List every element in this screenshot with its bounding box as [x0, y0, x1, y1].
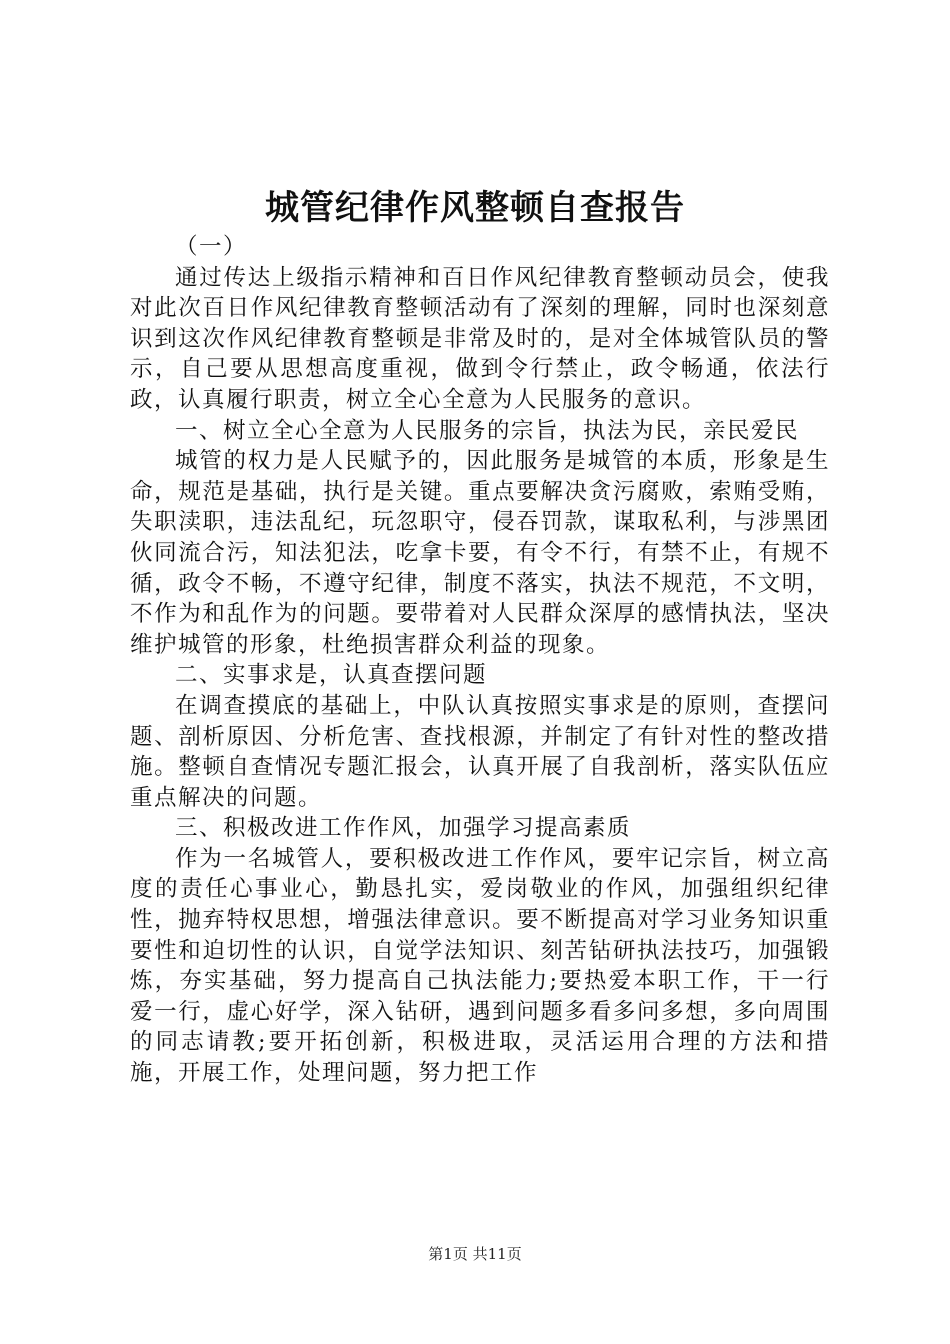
- body-paragraph: 城管的权力是人民赋予的，因此服务是城管的本质，形象是生命，规范是基础，执行是关键。重点要解决贪污腐败，索贿受贿，失职渎职，违法乱纪，玩忽职守，侵吞罚款，谋取私利，与涉黑团伙同流合污，知法犯法，吃拿卡要，有令不行，有禁不止，有规不循，政令不畅，不遵守纪律，制度不落实，执法不规范，不文明，不作为和乱作为的问题。要带着对人民群众深厚的感情执法，坚决维护城管的形象，杜绝损害群众利益的现象。: [130, 448, 830, 658]
- body-paragraph: 通过传达上级指示精神和百日作风纪律教育整顿动员会，使我对此次百日作风纪律教育整顿活动有了深刻的理解，同时也深刻意识到这次作风纪律教育整顿是非常及时的，是对全体城管队员的警示，自己要从思想高度重视，做到令行禁止，政令畅通，依法行政，认真履行职责，树立全心全意为人民服务的意识。: [130, 264, 830, 413]
- body-paragraph: 作为一名城管人，要积极改进工作作风，要牢记宗旨，树立高度的责任心事业心，勤恳扎实，爱岗敬业的作风，加强组织纪律性，抛弃特权思想，增强法律意识。要不断提高对学习业务知识重要性和迫切性的认识，自觉学法知识、刻苦钻研执法技巧，加强锻炼，夯实基础，努力提高自己执法能力;要热爱本职工作，干一行爱一行，虚心好学，深入钻研，遇到问题多看多问多想，多向周围的同志请教;要开拓创新，积极进取，灵活运用合理的方法和措施，开展工作，处理问题，努力把工作: [130, 845, 830, 1087]
- section-heading: 一、树立全心全意为人民服务的宗旨，执法为民，亲民爱民: [175, 417, 800, 444]
- page-number-footer: 第1页 共11页: [428, 1245, 522, 1263]
- section-marker: （一）: [175, 234, 248, 260]
- document-body: [130, 232, 830, 1089]
- section-heading: 三、积极改进工作作风，加强学习提高素质: [175, 815, 632, 842]
- section-heading: 二、实事求是，认真查摆问题: [175, 662, 488, 689]
- body-paragraph: 在调查摸底的基础上，中队认真按照实事求是的原则，查摆问题、剖析原因、分析危害、查找根源，并制定了有针对性的整改措施。整顿自查情况专题汇报会，认真开展了自我剖析，落实队伍应重点解决的问题。: [130, 692, 830, 811]
- document-title: 城管纪律作风整顿自查报告: [265, 188, 685, 228]
